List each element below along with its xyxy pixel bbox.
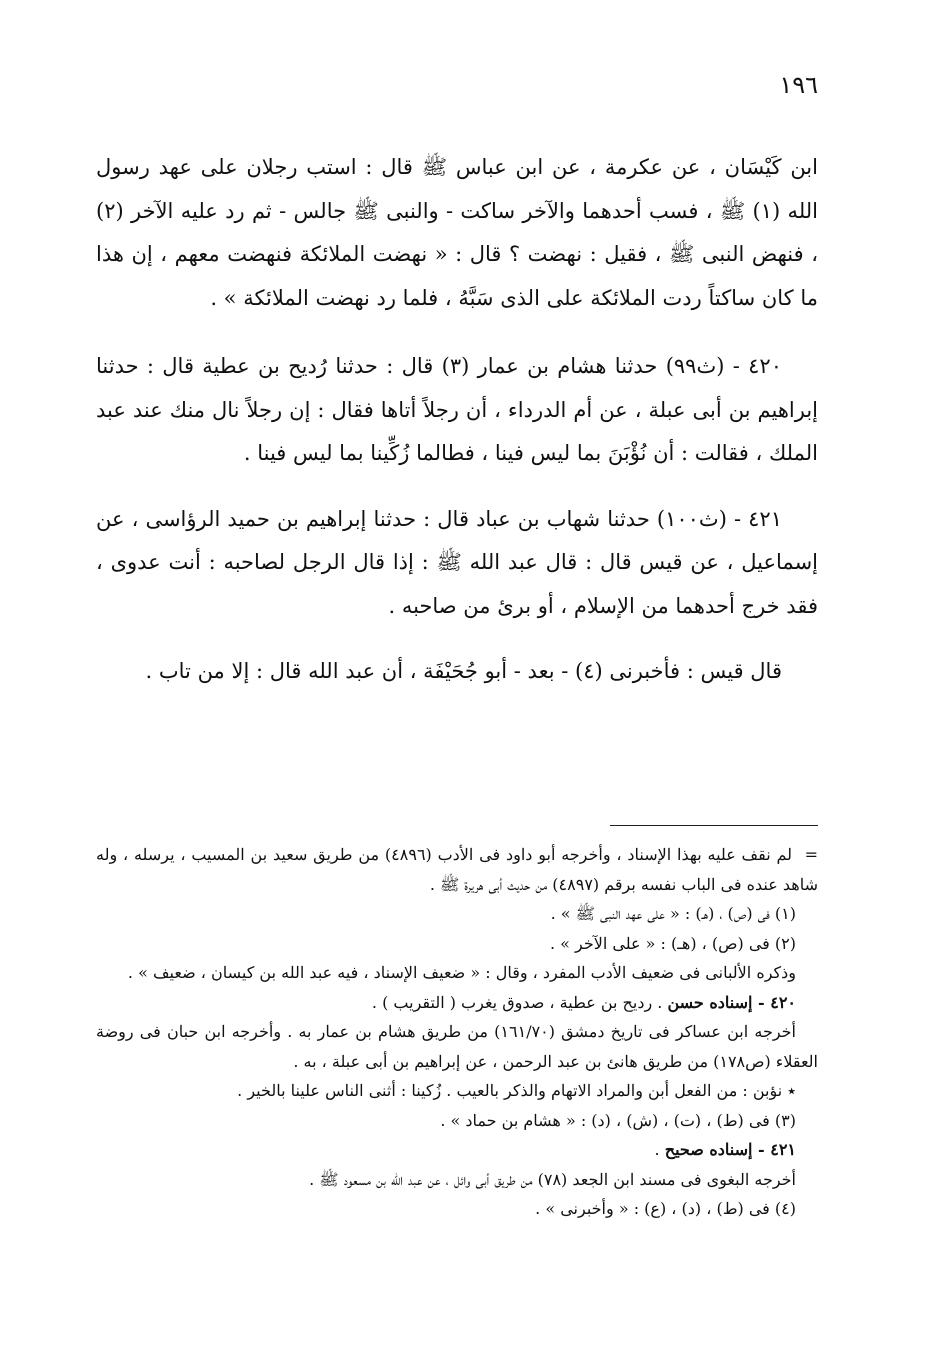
footnotes	[96, 840, 818, 1224]
footnote-421-text: .	[654, 1140, 660, 1159]
footnote-2: (٢) فى (ص) ، (هـ) : « على الآخر » .	[549, 933, 796, 953]
main-text	[96, 146, 818, 694]
footnote-nuban: ٭ نؤبن : من الفعل أبن والمراد الاتهام والذكر بالعيب . زُكينا : أثنى الناس علينا بالخير .	[237, 1081, 796, 1100]
footnote-divider	[610, 825, 818, 826]
footnote-421-grade	[96, 1135, 818, 1165]
footnote-421-takhrij: أخرجه البغوى فى مسند ابن الجعد (٧٨) من طريق أبى وائل ، عن عبد الله بن مسعود ﷺ .	[309, 1169, 796, 1189]
continuation-mark: =	[804, 845, 819, 864]
footnote-1: (١) فى (ص) ، (هـ) : « على عهد النبى ﷺ » .	[550, 904, 796, 923]
hadith-421: ٤٢١ - (ث١٠٠) حدثنا شهاب بن عباد قال : حدثنا إبراهيم بن حميد الرؤاسى ، عن إسماعيل ، عن قيس قال : قال عبد الله ﷺ : إذا قال الرجل لصاحبه : أنت عدوى ، فقد خرج أحدهما من الإسلام ، أو برئ من صاحبه .	[96, 506, 818, 618]
footnote-albani: وذكره الألبانى فى ضعيف الأدب المفرد ، وقال : « ضعيف الإسناد ، فيه عبد الله بن كيسان ، ضعيف » .	[127, 963, 796, 982]
book-page	[96, 60, 818, 1360]
footnote-420-label: ٤٢٠ - إسناده حسن	[667, 992, 796, 1012]
footnote-421-label: ٤٢١ - إسناده صحيح	[664, 1140, 796, 1159]
hadith-continuation: ابن كَيْسَان ، عن عكرمة ، عن ابن عباس ﷺ قال : استب رجلان على عهد رسول الله (١) ﷺ ، فسب أحدهما والآخر ساكت - والنبى ﷺ جالس - ثم رد عليه الآخر (٢) ، فنهض النبى ﷺ ، فقيل : نهضت ؟ قال : « نهضت الملائكة فنهضت معهم ، إن هذا ما كان ساكتاً ردت الملائكة على الذى سَبَّهُ ، فلما رد نهضت الملائكة » .	[96, 155, 819, 310]
footnote-4: (٤) فى (ط) ، (د) ، (ع) : « وأخبرنى » .	[535, 1199, 796, 1218]
footnote-420-text: . رديح بن عطية ، صدوق يغرب ( التقريب ) .	[371, 992, 663, 1012]
page-number: ١٩٦	[779, 71, 818, 99]
hadith-420: ٤٢٠ - (ث٩٩) حدثنا هشام بن عمار (٣) قال : حدثنا رُديح بن عطية قال : حدثنا إبراهيم بن أبى عبلة ، عن أم الدرداء ، أن رجلاً أتاها فقال : إن رجلاً نال منك عند عبد الملك ، فقالت : أن نُؤْبَنَ بما ليس فينا ، فطالما زُكِّينا بما ليس فينا .	[96, 354, 818, 465]
hadith-421-qays: قال قيس : فأخبرنى (٤) - بعد - أبو جُحَيْفَة ، أن عبد الله قال : إلا من تاب .	[145, 659, 782, 683]
footnote-continuation	[96, 840, 818, 899]
footnote-3: (٣) فى (ط) ، (ت) ، (ش) ، (د) : « هشام بن حماد » .	[440, 1110, 796, 1130]
footnote-420-grade	[96, 988, 818, 1018]
footnote-continuation-text: لم نقف عليه بهذا الإسناد ، وأخرجه أبو داود فى الأدب (٤٨٩٦) من طريق سعيد بن المسيب ، يرسله ، وله شاهد عنده فى الباب نفسه برقم (٤٨٩٧) من حديث أبى هريرة ﷺ .	[96, 845, 818, 894]
footnote-420-takhrij: أخرجه ابن عساكر فى تاريخ دمشق (١٦١/٧٠) من طريق هشام بن عمار به . وأخرجه ابن حبان فى روضة العقلاء (ص١٧٨) من طريق هانئ بن عبد الرحمن ، عن إبراهيم بن أبى عبلة ، به .	[96, 1022, 818, 1071]
